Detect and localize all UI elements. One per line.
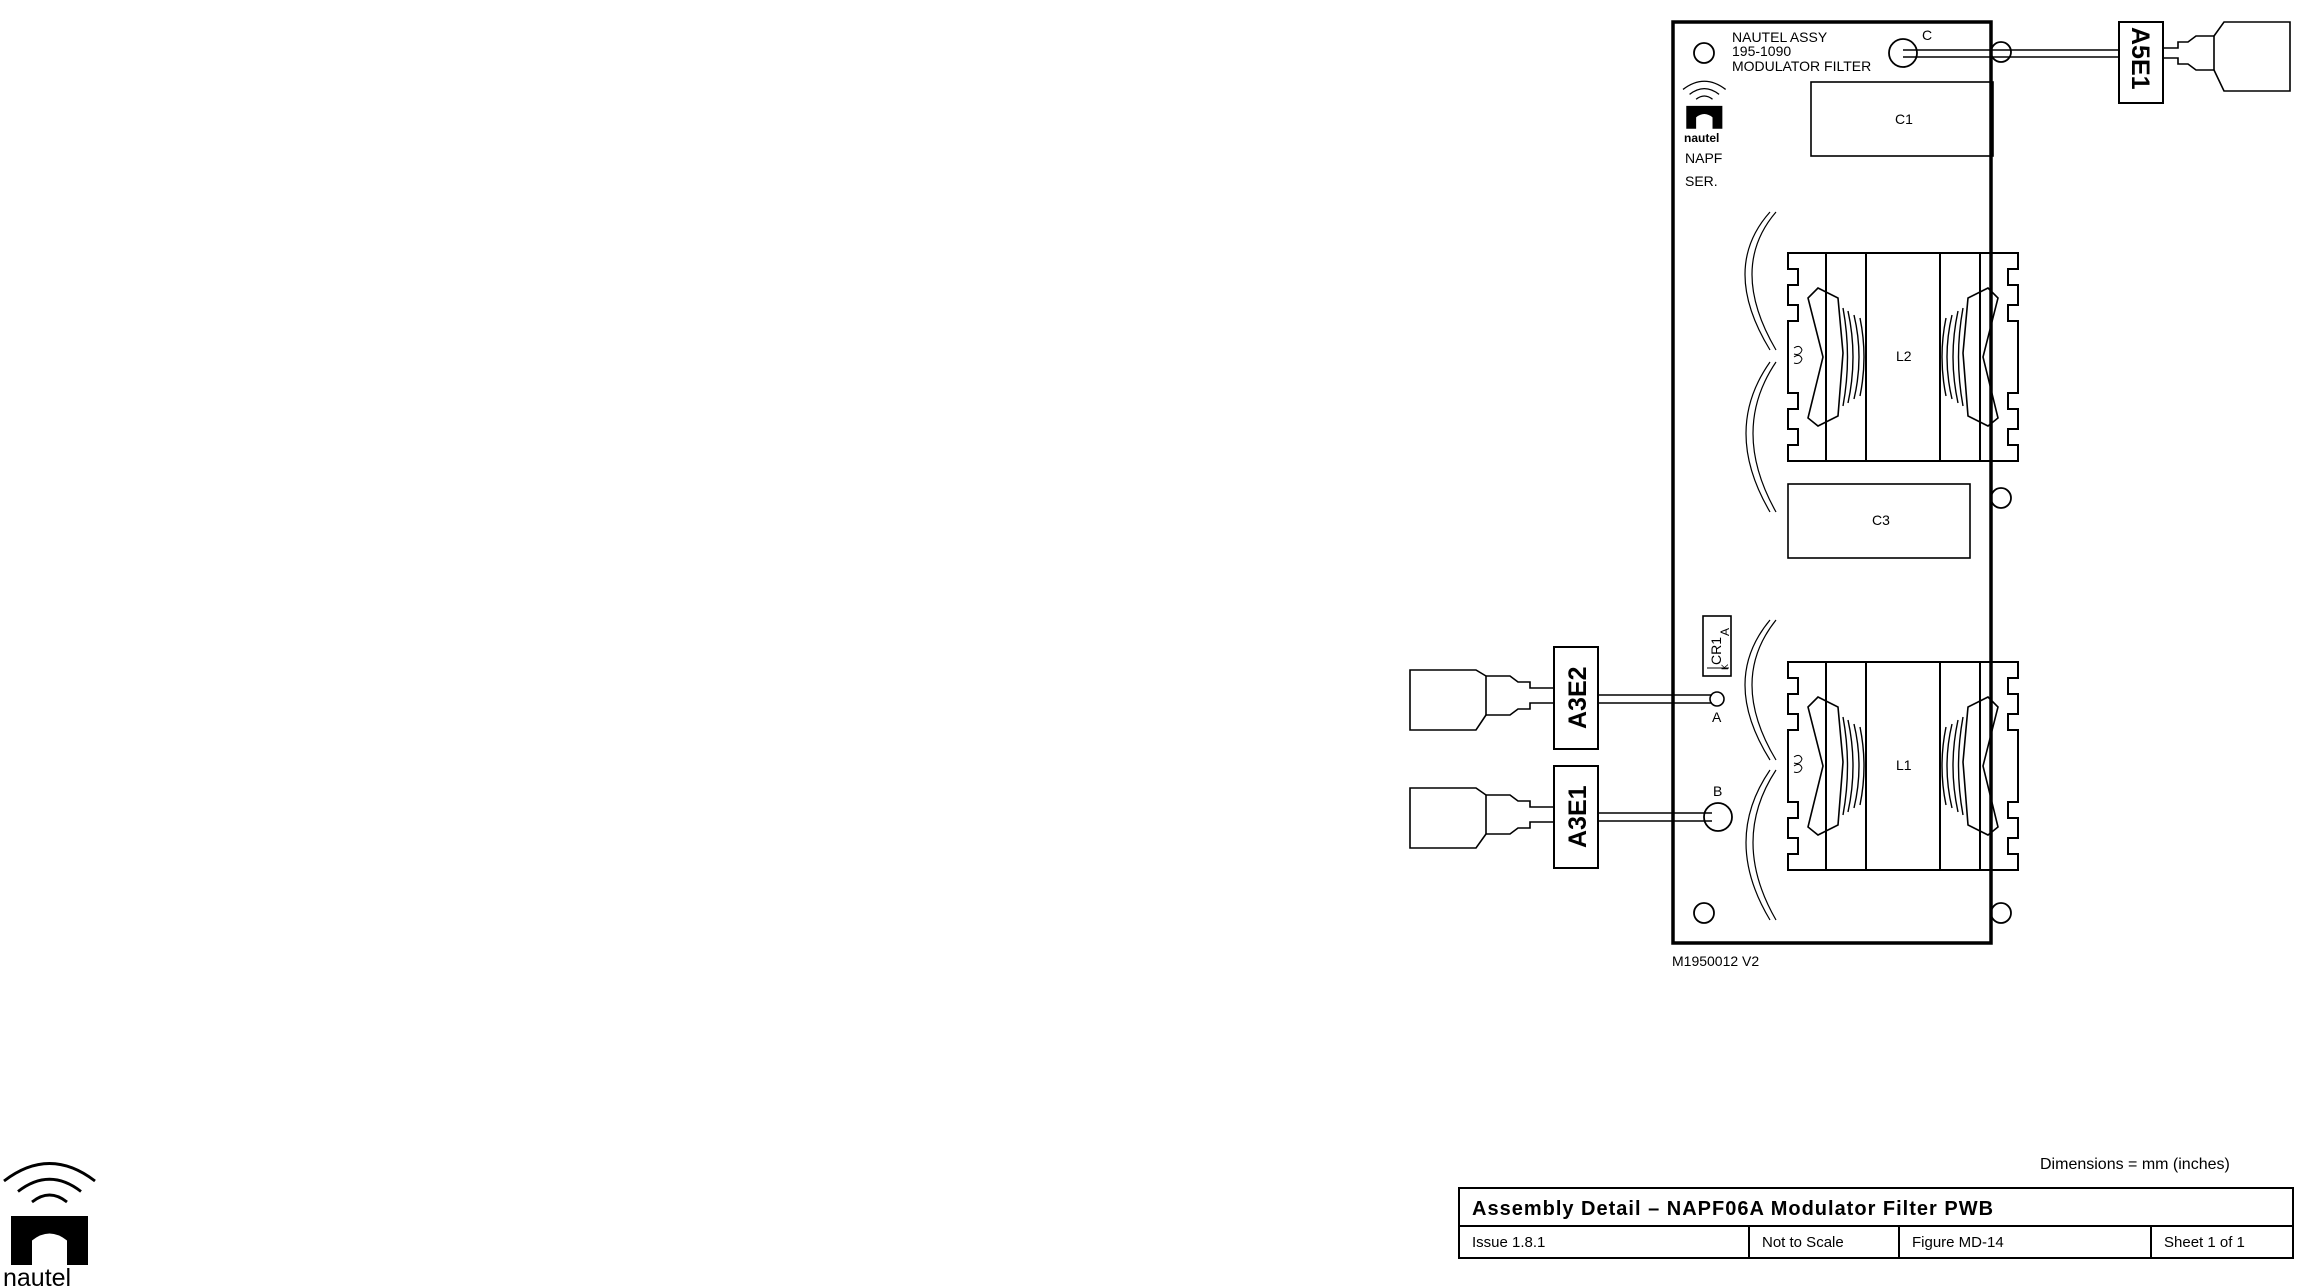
corner-logo-icon bbox=[4, 1164, 95, 1266]
cr1-anode-label: A bbox=[1718, 627, 1732, 636]
cr1-cathode-label: K bbox=[1720, 663, 1730, 670]
terminal-a-label: A bbox=[1712, 709, 1722, 725]
title-block-scale: Not to Scale bbox=[1748, 1227, 1898, 1259]
connector-a5e1 bbox=[2119, 22, 2290, 103]
connector-a3e1-label: A3E1 bbox=[1564, 785, 1592, 848]
board-logo-icon bbox=[1683, 81, 1726, 129]
connector-a5e1-label: A5E1 bbox=[2126, 27, 2154, 90]
cr1-label: CR1 bbox=[1708, 636, 1724, 665]
connector-a3e2-label: A3E2 bbox=[1564, 666, 1592, 729]
board-header-line-2: 195-1090 bbox=[1732, 43, 1792, 59]
board-header-line-3: MODULATOR FILTER bbox=[1732, 58, 1872, 74]
mounting-holes bbox=[1694, 42, 2011, 923]
title-block-issue: Issue 1.8.1 bbox=[1472, 1234, 1546, 1251]
title-block bbox=[1458, 1187, 2294, 1259]
title-block-title: Assembly Detail – NAPF06A Modulator Filter PWB bbox=[1460, 1189, 2292, 1227]
dimensions-note: Dimensions = mm (inches) bbox=[2040, 1156, 2230, 1173]
l2-label: L2 bbox=[1896, 348, 1912, 364]
connector-a3e1 bbox=[1410, 766, 1598, 868]
connector-a3e2 bbox=[1410, 647, 1598, 749]
inductor-l1 bbox=[1745, 620, 2018, 920]
terminal-b-label: B bbox=[1713, 783, 1723, 799]
inductor-l2 bbox=[1745, 212, 2018, 512]
ser-label: SER. bbox=[1685, 173, 1718, 189]
terminal-a bbox=[1598, 692, 1724, 725]
corner-logo-text: nautel bbox=[3, 1264, 72, 1286]
c1-label: C1 bbox=[1895, 111, 1913, 127]
c3-label: C3 bbox=[1872, 512, 1890, 528]
terminal-c-label: C bbox=[1922, 27, 1933, 43]
title-block-sheet: Sheet 1 of 1 bbox=[2150, 1227, 2292, 1259]
diode-cr1 bbox=[1703, 616, 1732, 676]
title-block-figure: Figure MD-14 bbox=[1898, 1227, 2150, 1259]
terminal-b bbox=[1598, 783, 1732, 831]
board-logo-text: nautel bbox=[1684, 131, 1720, 145]
drawing-number: M1950012 V2 bbox=[1672, 953, 1760, 969]
l1-label: L1 bbox=[1896, 757, 1912, 773]
board-header-line-1: NAUTEL ASSY bbox=[1732, 29, 1828, 45]
napf-label: NAPF bbox=[1685, 150, 1723, 166]
capacitor-c1 bbox=[1811, 82, 1993, 156]
capacitor-c3 bbox=[1788, 484, 1970, 558]
